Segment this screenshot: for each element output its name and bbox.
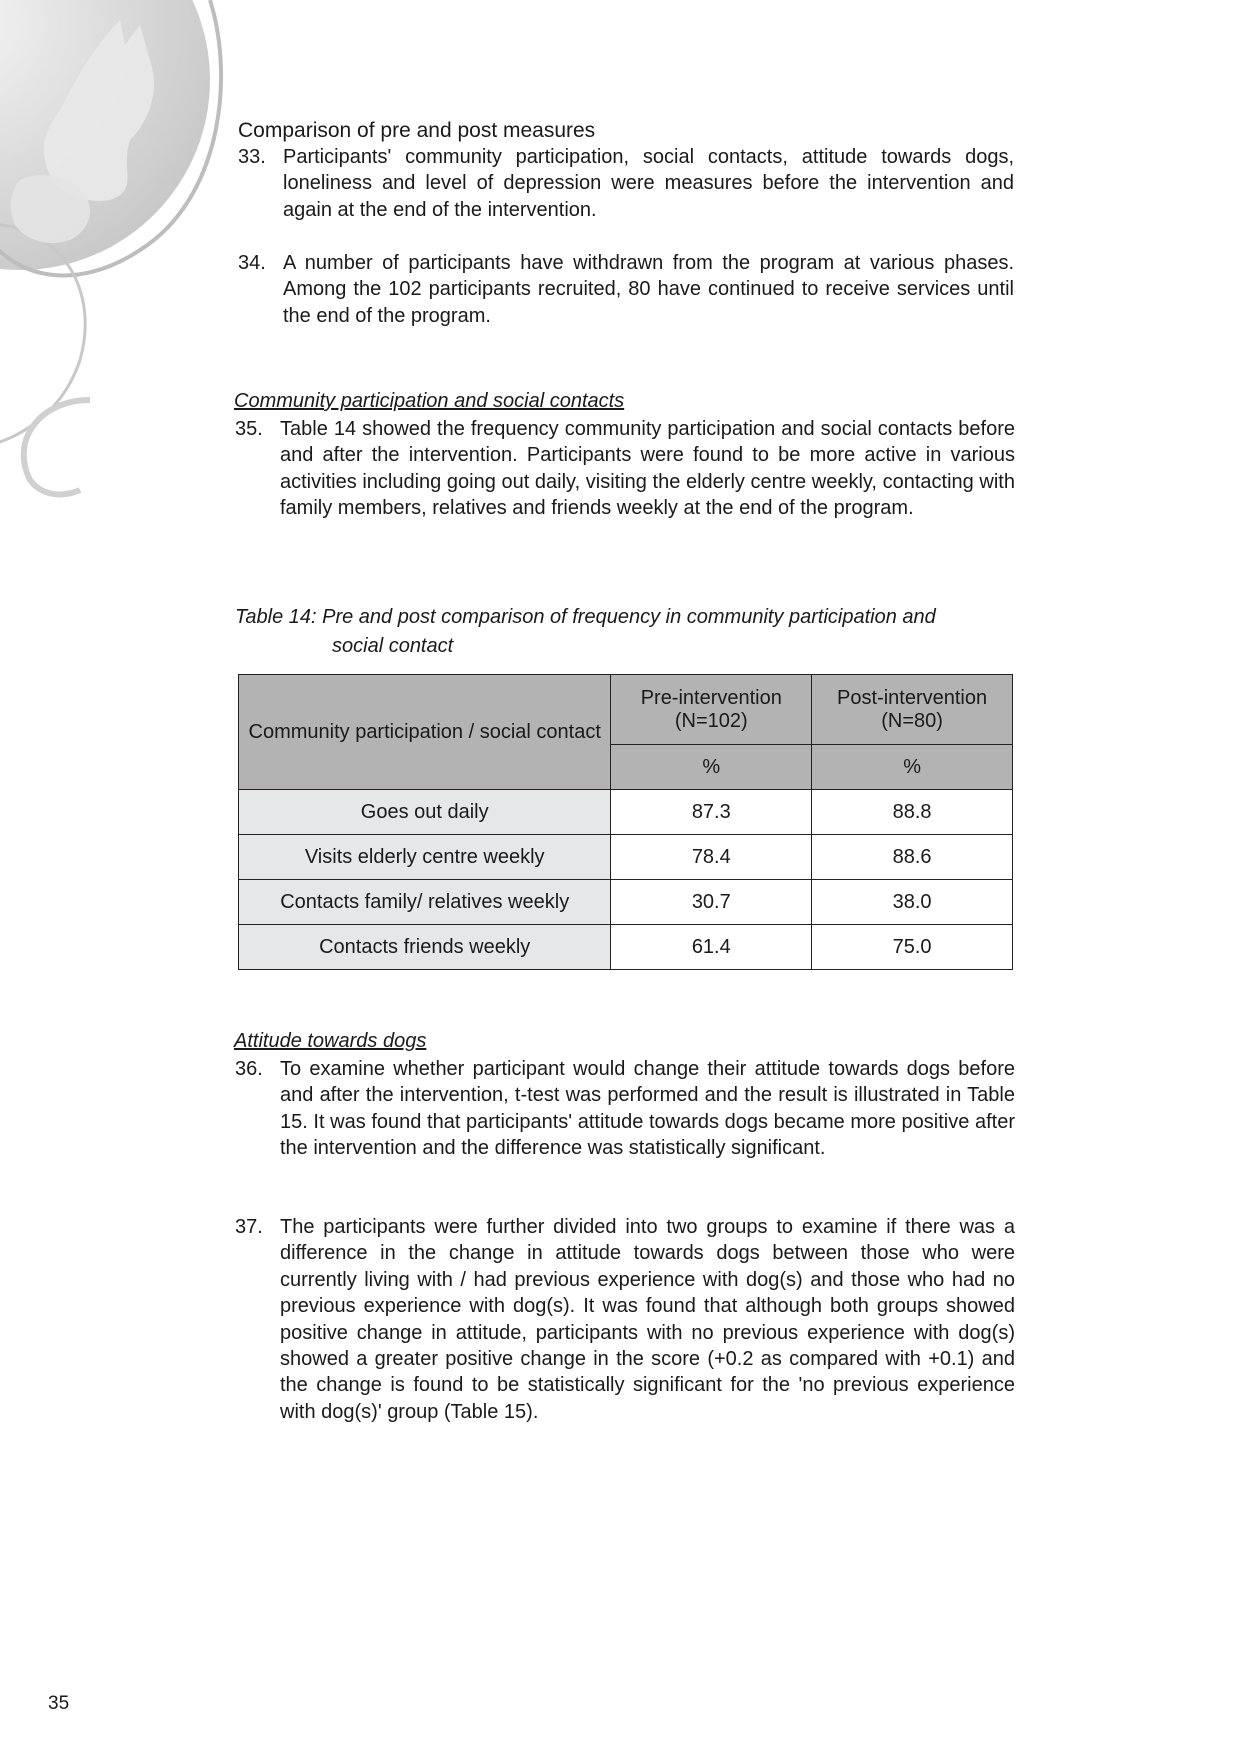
page-number: 35 xyxy=(48,1693,70,1714)
row-label: Visits elderly centre weekly xyxy=(239,835,611,880)
paragraph-33 xyxy=(238,144,1014,223)
caption-line-1: Table 14: Pre and post comparison of frequency in community participation and xyxy=(235,606,936,628)
paragraph-36 xyxy=(235,1056,1015,1162)
paragraph-text: Table 14 showed the frequency community participation and social contacts before and after the intervention. Participants were found to be more active in various activities including going out daily, visiting the elderly centre weekly, contacting with family members, relatives and friends weekly at the end of the program. xyxy=(280,418,1015,520)
header-label: Community participation / social contact xyxy=(239,675,611,790)
caption-line-2: social contact xyxy=(332,635,454,657)
community-subheading: Community participation and social contacts xyxy=(234,390,625,412)
row-pre-value: 87.3 xyxy=(611,790,812,835)
row-label: Contacts family/ relatives weekly xyxy=(239,880,611,925)
row-post-value: 88.6 xyxy=(812,835,1013,880)
paragraph-34 xyxy=(238,250,1014,329)
paragraph-35 xyxy=(235,416,1015,522)
table-14-caption xyxy=(235,603,1025,661)
table-row xyxy=(239,925,1013,970)
paragraph-text: A number of participants have withdrawn from the program at various phases. Among the 102 participants recruited, 80 have continued to receive services until the end of the program. xyxy=(283,252,1014,327)
section-heading: Comparison of pre and post measures xyxy=(238,119,596,142)
paragraph-number: 34. xyxy=(238,252,266,274)
paragraph-number: 33. xyxy=(238,146,266,168)
paragraph-text: The participants were further divided into two groups to examine if there was a difference in the change in attitude towards dogs between those who were currently living with / had previous experience with dog(s) and those who had no previous experience with dog(s). It was found that although both groups showed positive change in attitude, participants with no previous experience with dog(s) showed a greater positive change in the score (+0.2 as compared with +0.1) and the change is found to be statistically significant for the 'no previous experience with dog(s)' group (Table 15). xyxy=(280,1216,1015,1423)
attitude-subheading: Attitude towards dogs xyxy=(234,1030,427,1052)
paragraph-number: 37. xyxy=(235,1216,263,1238)
header-post-unit: % xyxy=(812,745,1013,790)
row-pre-value: 78.4 xyxy=(611,835,812,880)
header-post: Post-intervention (N=80) xyxy=(812,675,1013,745)
row-post-value: 88.8 xyxy=(812,790,1013,835)
header-pre-unit: % xyxy=(611,745,812,790)
paragraph-37 xyxy=(235,1214,1015,1425)
row-post-value: 75.0 xyxy=(812,925,1013,970)
paragraph-text: Participants' community participation, social contacts, attitude towards dogs, loneliness and level of depression were measures before the intervention and again at the end of the intervention. xyxy=(283,146,1014,221)
paragraph-number: 36. xyxy=(235,1058,263,1080)
table-row xyxy=(239,880,1013,925)
row-post-value: 38.0 xyxy=(812,880,1013,925)
table-row xyxy=(239,790,1013,835)
table-14 xyxy=(238,674,1013,970)
table-row xyxy=(239,835,1013,880)
header-pre: Pre-intervention (N=102) xyxy=(611,675,812,745)
row-pre-value: 61.4 xyxy=(611,925,812,970)
corner-decoration-graphic xyxy=(0,0,260,520)
row-label: Goes out daily xyxy=(239,790,611,835)
paragraph-number: 35. xyxy=(235,418,263,440)
paragraph-text: To examine whether participant would change their attitude towards dogs before and after the intervention, t-test was performed and the result is illustrated in Table 15. It was found that participants' attitude towards dogs became more positive after the intervention and the difference was statistically significant. xyxy=(280,1058,1015,1160)
row-label: Contacts friends weekly xyxy=(239,925,611,970)
row-pre-value: 30.7 xyxy=(611,880,812,925)
